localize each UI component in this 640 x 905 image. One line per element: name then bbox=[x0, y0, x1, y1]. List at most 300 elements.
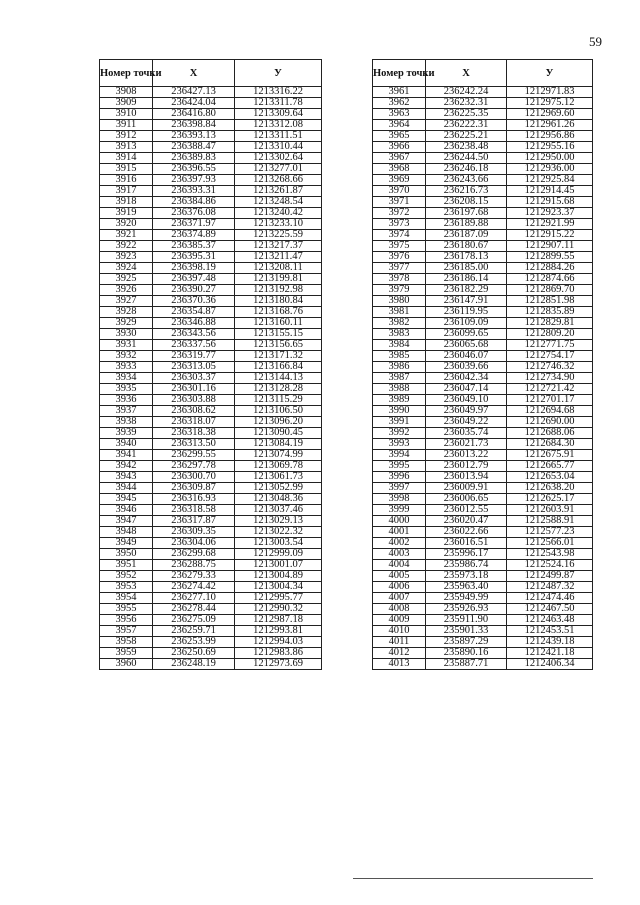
cell-y: 1213248.54 bbox=[235, 197, 322, 208]
cell-x: 236035.74 bbox=[426, 428, 507, 439]
table-row bbox=[100, 494, 322, 505]
cell-x: 236299.55 bbox=[153, 450, 235, 461]
cell-y: 1212907.11 bbox=[507, 241, 593, 252]
cell-point-number: 3914 bbox=[100, 153, 153, 164]
cell-x: 236396.55 bbox=[153, 164, 235, 175]
table-row bbox=[373, 637, 593, 648]
table-row bbox=[373, 230, 593, 241]
cell-point-number: 3927 bbox=[100, 296, 153, 307]
cell-y: 1212990.32 bbox=[235, 604, 322, 615]
cell-y: 1212884.26 bbox=[507, 263, 593, 274]
cell-point-number: 3938 bbox=[100, 417, 153, 428]
table-row bbox=[100, 505, 322, 516]
table-row bbox=[100, 461, 322, 472]
cell-x: 236318.07 bbox=[153, 417, 235, 428]
table-row bbox=[373, 263, 593, 274]
table-row bbox=[100, 472, 322, 483]
cell-point-number: 3946 bbox=[100, 505, 153, 516]
cell-point-number: 4009 bbox=[373, 615, 426, 626]
cell-x: 236300.70 bbox=[153, 472, 235, 483]
table-row bbox=[100, 208, 322, 219]
cell-point-number: 3988 bbox=[373, 384, 426, 395]
cell-point-number: 3977 bbox=[373, 263, 426, 274]
cell-y: 1212999.09 bbox=[235, 549, 322, 560]
cell-point-number: 3997 bbox=[373, 483, 426, 494]
cell-y: 1213004.34 bbox=[235, 582, 322, 593]
cell-point-number: 3924 bbox=[100, 263, 153, 274]
cell-x: 236020.47 bbox=[426, 516, 507, 527]
cell-y: 1212925.84 bbox=[507, 175, 593, 186]
cell-y: 1212701.17 bbox=[507, 395, 593, 406]
cell-point-number: 4011 bbox=[373, 637, 426, 648]
cell-point-number: 4005 bbox=[373, 571, 426, 582]
cell-x: 236253.99 bbox=[153, 637, 235, 648]
cell-x: 236309.35 bbox=[153, 527, 235, 538]
table-row bbox=[100, 604, 322, 615]
cell-y: 1212950.00 bbox=[507, 153, 593, 164]
cell-x: 236395.31 bbox=[153, 252, 235, 263]
cell-point-number: 3990 bbox=[373, 406, 426, 417]
table-row bbox=[100, 516, 322, 527]
cell-y: 1213052.99 bbox=[235, 483, 322, 494]
cell-x: 236049.10 bbox=[426, 395, 507, 406]
table-row bbox=[373, 142, 593, 153]
cell-point-number: 3942 bbox=[100, 461, 153, 472]
cell-x: 236246.18 bbox=[426, 164, 507, 175]
cell-x: 236099.65 bbox=[426, 329, 507, 340]
cell-point-number: 3991 bbox=[373, 417, 426, 428]
cell-point-number: 3945 bbox=[100, 494, 153, 505]
cell-x: 236275.09 bbox=[153, 615, 235, 626]
cell-y: 1213309.64 bbox=[235, 109, 322, 120]
cell-y: 1213074.99 bbox=[235, 450, 322, 461]
cell-x: 236248.19 bbox=[153, 659, 235, 670]
cell-y: 1212675.91 bbox=[507, 450, 593, 461]
cell-y: 1213048.36 bbox=[235, 494, 322, 505]
table-row bbox=[373, 384, 593, 395]
cell-point-number: 3928 bbox=[100, 307, 153, 318]
cell-y: 1213240.42 bbox=[235, 208, 322, 219]
table-row bbox=[373, 109, 593, 120]
cell-y: 1212809.20 bbox=[507, 329, 593, 340]
cell-y: 1213029.13 bbox=[235, 516, 322, 527]
cell-point-number: 3985 bbox=[373, 351, 426, 362]
cell-x: 236376.08 bbox=[153, 208, 235, 219]
cell-y: 1213160.11 bbox=[235, 318, 322, 329]
table-row bbox=[373, 593, 593, 604]
cell-y: 1213037.46 bbox=[235, 505, 322, 516]
cell-y: 1212577.23 bbox=[507, 527, 593, 538]
cell-point-number: 3913 bbox=[100, 142, 153, 153]
cell-point-number: 3949 bbox=[100, 538, 153, 549]
table-row bbox=[373, 208, 593, 219]
cell-y: 1213277.01 bbox=[235, 164, 322, 175]
table-row bbox=[373, 483, 593, 494]
cell-y: 1213311.51 bbox=[235, 131, 322, 142]
cell-x: 235911.90 bbox=[426, 615, 507, 626]
cell-point-number: 3961 bbox=[373, 87, 426, 98]
table-row bbox=[100, 186, 322, 197]
cell-y: 1212566.01 bbox=[507, 538, 593, 549]
cell-point-number: 3994 bbox=[373, 450, 426, 461]
cell-x: 236390.27 bbox=[153, 285, 235, 296]
cell-y: 1213268.66 bbox=[235, 175, 322, 186]
cell-x: 236297.78 bbox=[153, 461, 235, 472]
cell-y: 1213199.81 bbox=[235, 274, 322, 285]
cell-x: 236385.37 bbox=[153, 241, 235, 252]
table-row bbox=[373, 296, 593, 307]
cell-point-number: 3974 bbox=[373, 230, 426, 241]
cell-x: 236393.13 bbox=[153, 131, 235, 142]
cell-point-number: 3962 bbox=[373, 98, 426, 109]
coordinates-table-right bbox=[372, 59, 593, 670]
table-row bbox=[100, 549, 322, 560]
cell-y: 1213168.76 bbox=[235, 307, 322, 318]
cell-y: 1212694.68 bbox=[507, 406, 593, 417]
cell-x: 235897.29 bbox=[426, 637, 507, 648]
table-row bbox=[100, 439, 322, 450]
cell-y: 1212975.12 bbox=[507, 98, 593, 109]
header-point-number: Номер точки bbox=[100, 60, 153, 87]
table-row bbox=[373, 527, 593, 538]
table-row bbox=[100, 241, 322, 252]
cell-point-number: 3964 bbox=[373, 120, 426, 131]
cell-point-number: 3978 bbox=[373, 274, 426, 285]
table-row bbox=[100, 615, 322, 626]
cell-x: 236318.58 bbox=[153, 505, 235, 516]
cell-x: 236346.88 bbox=[153, 318, 235, 329]
cell-point-number: 3926 bbox=[100, 285, 153, 296]
cell-point-number: 3976 bbox=[373, 252, 426, 263]
table-row bbox=[100, 637, 322, 648]
cell-y: 1212994.03 bbox=[235, 637, 322, 648]
cell-point-number: 3968 bbox=[373, 164, 426, 175]
cell-point-number: 4012 bbox=[373, 648, 426, 659]
table-row bbox=[100, 406, 322, 417]
cell-x: 236299.68 bbox=[153, 549, 235, 560]
cell-y: 1212851.98 bbox=[507, 296, 593, 307]
cell-point-number: 3923 bbox=[100, 252, 153, 263]
cell-y: 1213156.65 bbox=[235, 340, 322, 351]
cell-x: 236416.80 bbox=[153, 109, 235, 120]
cell-x: 236354.87 bbox=[153, 307, 235, 318]
table-row bbox=[373, 439, 593, 450]
cell-y: 1213003.54 bbox=[235, 538, 322, 549]
table-row bbox=[373, 505, 593, 516]
cell-y: 1213225.59 bbox=[235, 230, 322, 241]
cell-point-number: 3917 bbox=[100, 186, 153, 197]
cell-x: 236185.00 bbox=[426, 263, 507, 274]
cell-x: 236049.97 bbox=[426, 406, 507, 417]
table-row bbox=[100, 98, 322, 109]
cell-point-number: 3916 bbox=[100, 175, 153, 186]
cell-x: 236222.31 bbox=[426, 120, 507, 131]
cell-point-number: 3947 bbox=[100, 516, 153, 527]
table-row bbox=[373, 659, 593, 670]
cell-y: 1213069.78 bbox=[235, 461, 322, 472]
cell-y: 1212453.51 bbox=[507, 626, 593, 637]
table-row bbox=[100, 274, 322, 285]
cell-y: 1212987.18 bbox=[235, 615, 322, 626]
cell-y: 1212439.18 bbox=[507, 637, 593, 648]
cell-y: 1213316.22 bbox=[235, 87, 322, 98]
cell-point-number: 4002 bbox=[373, 538, 426, 549]
cell-x: 236006.65 bbox=[426, 494, 507, 505]
cell-point-number: 3966 bbox=[373, 142, 426, 153]
cell-point-number: 4013 bbox=[373, 659, 426, 670]
cell-x: 235887.71 bbox=[426, 659, 507, 670]
cell-y: 1212721.42 bbox=[507, 384, 593, 395]
cell-y: 1212603.91 bbox=[507, 505, 593, 516]
cell-y: 1212914.45 bbox=[507, 186, 593, 197]
table-row bbox=[100, 384, 322, 395]
cell-y: 1213004.89 bbox=[235, 571, 322, 582]
cell-point-number: 3930 bbox=[100, 329, 153, 340]
table-row bbox=[100, 483, 322, 494]
table-row bbox=[100, 362, 322, 373]
cell-point-number: 3932 bbox=[100, 351, 153, 362]
cell-point-number: 4010 bbox=[373, 626, 426, 637]
table-row bbox=[373, 582, 593, 593]
cell-x: 236316.93 bbox=[153, 494, 235, 505]
cell-y: 1212638.20 bbox=[507, 483, 593, 494]
cell-y: 1212995.77 bbox=[235, 593, 322, 604]
cell-y: 1212983.86 bbox=[235, 648, 322, 659]
cell-point-number: 3971 bbox=[373, 197, 426, 208]
cell-y: 1212543.98 bbox=[507, 549, 593, 560]
cell-point-number: 3970 bbox=[373, 186, 426, 197]
cell-x: 236047.14 bbox=[426, 384, 507, 395]
cell-y: 1213084.19 bbox=[235, 439, 322, 450]
table-row bbox=[373, 571, 593, 582]
cell-point-number: 3943 bbox=[100, 472, 153, 483]
cell-point-number: 3936 bbox=[100, 395, 153, 406]
cell-y: 1212463.48 bbox=[507, 615, 593, 626]
table-row bbox=[373, 197, 593, 208]
cell-point-number: 3952 bbox=[100, 571, 153, 582]
table-row bbox=[373, 373, 593, 384]
cell-x: 236065.68 bbox=[426, 340, 507, 351]
table-body-left bbox=[100, 87, 322, 670]
cell-point-number: 3980 bbox=[373, 296, 426, 307]
table-row bbox=[373, 428, 593, 439]
cell-x: 236208.15 bbox=[426, 197, 507, 208]
table-row bbox=[373, 494, 593, 505]
cell-y: 1213166.84 bbox=[235, 362, 322, 373]
table-row bbox=[100, 120, 322, 131]
cell-point-number: 3953 bbox=[100, 582, 153, 593]
cell-x: 236238.48 bbox=[426, 142, 507, 153]
cell-point-number: 3969 bbox=[373, 175, 426, 186]
cell-y: 1212688.06 bbox=[507, 428, 593, 439]
table-row bbox=[373, 131, 593, 142]
table-row bbox=[100, 109, 322, 120]
cell-x: 235963.40 bbox=[426, 582, 507, 593]
cell-point-number: 3993 bbox=[373, 439, 426, 450]
cell-x: 236244.50 bbox=[426, 153, 507, 164]
cell-x: 236187.09 bbox=[426, 230, 507, 241]
cell-point-number: 3963 bbox=[373, 109, 426, 120]
cell-point-number: 3915 bbox=[100, 164, 153, 175]
table-row bbox=[100, 648, 322, 659]
cell-y: 1213217.37 bbox=[235, 241, 322, 252]
cell-point-number: 3999 bbox=[373, 505, 426, 516]
table-row bbox=[373, 648, 593, 659]
cell-point-number: 3918 bbox=[100, 197, 153, 208]
table-row bbox=[373, 472, 593, 483]
table-row bbox=[373, 395, 593, 406]
cell-y: 1213180.84 bbox=[235, 296, 322, 307]
table-row bbox=[100, 329, 322, 340]
cell-x: 236384.86 bbox=[153, 197, 235, 208]
cell-y: 1212746.32 bbox=[507, 362, 593, 373]
table-row bbox=[100, 296, 322, 307]
cell-x: 235949.99 bbox=[426, 593, 507, 604]
cell-x: 236012.79 bbox=[426, 461, 507, 472]
table-row bbox=[100, 131, 322, 142]
cell-point-number: 3937 bbox=[100, 406, 153, 417]
cell-point-number: 3951 bbox=[100, 560, 153, 571]
cell-point-number: 3933 bbox=[100, 362, 153, 373]
cell-point-number: 3998 bbox=[373, 494, 426, 505]
table-row bbox=[100, 307, 322, 318]
cell-point-number: 3925 bbox=[100, 274, 153, 285]
table-row bbox=[373, 164, 593, 175]
cell-point-number: 3982 bbox=[373, 318, 426, 329]
cell-point-number: 3910 bbox=[100, 109, 153, 120]
cell-y: 1212499.87 bbox=[507, 571, 593, 582]
table-row bbox=[373, 186, 593, 197]
cell-y: 1212653.04 bbox=[507, 472, 593, 483]
cell-y: 1212921.99 bbox=[507, 219, 593, 230]
cell-y: 1212690.00 bbox=[507, 417, 593, 428]
cell-point-number: 4003 bbox=[373, 549, 426, 560]
cell-point-number: 4004 bbox=[373, 560, 426, 571]
cell-y: 1212971.83 bbox=[507, 87, 593, 98]
table-row bbox=[373, 285, 593, 296]
cell-point-number: 3958 bbox=[100, 637, 153, 648]
table-row bbox=[373, 406, 593, 417]
cell-x: 236189.88 bbox=[426, 219, 507, 230]
header-point-number: Номер точки bbox=[373, 60, 426, 87]
table-row bbox=[100, 582, 322, 593]
cell-x: 236021.73 bbox=[426, 439, 507, 450]
table-row bbox=[100, 395, 322, 406]
table-row bbox=[373, 615, 593, 626]
table-row bbox=[100, 87, 322, 98]
table-row bbox=[373, 560, 593, 571]
table-row bbox=[373, 318, 593, 329]
cell-x: 236016.51 bbox=[426, 538, 507, 549]
table-header-row bbox=[373, 60, 593, 87]
cell-x: 236319.77 bbox=[153, 351, 235, 362]
cell-y: 1212874.66 bbox=[507, 274, 593, 285]
table-row bbox=[373, 549, 593, 560]
cell-y: 1212684.30 bbox=[507, 439, 593, 450]
cell-y: 1212771.75 bbox=[507, 340, 593, 351]
cell-x: 236398.84 bbox=[153, 120, 235, 131]
table-header-row bbox=[100, 60, 322, 87]
cell-y: 1213115.29 bbox=[235, 395, 322, 406]
cell-y: 1212956.86 bbox=[507, 131, 593, 142]
cell-point-number: 3979 bbox=[373, 285, 426, 296]
cell-x: 236049.22 bbox=[426, 417, 507, 428]
cell-x: 236343.56 bbox=[153, 329, 235, 340]
cell-point-number: 3973 bbox=[373, 219, 426, 230]
cell-point-number: 3919 bbox=[100, 208, 153, 219]
header-x: X bbox=[426, 60, 507, 87]
table-row bbox=[100, 571, 322, 582]
cell-y: 1213310.44 bbox=[235, 142, 322, 153]
cell-point-number: 3935 bbox=[100, 384, 153, 395]
table-row bbox=[373, 329, 593, 340]
table-row bbox=[100, 527, 322, 538]
cell-x: 236309.87 bbox=[153, 483, 235, 494]
coordinates-table-left bbox=[99, 59, 322, 670]
cell-x: 236288.75 bbox=[153, 560, 235, 571]
cell-point-number: 4006 bbox=[373, 582, 426, 593]
cell-x: 236397.93 bbox=[153, 175, 235, 186]
cell-x: 236374.89 bbox=[153, 230, 235, 241]
cell-x: 236225.35 bbox=[426, 109, 507, 120]
cell-y: 1212406.34 bbox=[507, 659, 593, 670]
cell-y: 1212915.22 bbox=[507, 230, 593, 241]
cell-y: 1213128.28 bbox=[235, 384, 322, 395]
cell-point-number: 3912 bbox=[100, 131, 153, 142]
table-row bbox=[100, 318, 322, 329]
cell-x: 236147.91 bbox=[426, 296, 507, 307]
header-y: У bbox=[507, 60, 593, 87]
cell-x: 236317.87 bbox=[153, 516, 235, 527]
cell-point-number: 3975 bbox=[373, 241, 426, 252]
cell-x: 236274.42 bbox=[153, 582, 235, 593]
cell-x: 236022.66 bbox=[426, 527, 507, 538]
cell-y: 1212969.60 bbox=[507, 109, 593, 120]
cell-x: 236013.22 bbox=[426, 450, 507, 461]
cell-x: 236278.44 bbox=[153, 604, 235, 615]
cell-x: 236318.38 bbox=[153, 428, 235, 439]
table-row bbox=[373, 516, 593, 527]
cell-point-number: 3941 bbox=[100, 450, 153, 461]
table-row bbox=[373, 604, 593, 615]
cell-y: 1212734.90 bbox=[507, 373, 593, 384]
table-row bbox=[100, 285, 322, 296]
cell-x: 236109.09 bbox=[426, 318, 507, 329]
cell-y: 1212899.55 bbox=[507, 252, 593, 263]
table-body-right bbox=[373, 87, 593, 670]
cell-y: 1212869.70 bbox=[507, 285, 593, 296]
cell-x: 236389.83 bbox=[153, 153, 235, 164]
cell-y: 1212474.46 bbox=[507, 593, 593, 604]
table-row bbox=[373, 120, 593, 131]
table-row bbox=[373, 153, 593, 164]
cell-point-number: 3921 bbox=[100, 230, 153, 241]
table-row bbox=[100, 142, 322, 153]
cell-point-number: 3944 bbox=[100, 483, 153, 494]
cell-x: 236301.16 bbox=[153, 384, 235, 395]
cell-y: 1213312.08 bbox=[235, 120, 322, 131]
cell-y: 1212421.18 bbox=[507, 648, 593, 659]
cell-x: 236308.62 bbox=[153, 406, 235, 417]
cell-point-number: 3954 bbox=[100, 593, 153, 604]
cell-x: 236304.06 bbox=[153, 538, 235, 549]
cell-x: 235926.93 bbox=[426, 604, 507, 615]
cell-x: 236393.31 bbox=[153, 186, 235, 197]
cell-y: 1212829.81 bbox=[507, 318, 593, 329]
header-y: У bbox=[235, 60, 322, 87]
cell-x: 236216.73 bbox=[426, 186, 507, 197]
cell-y: 1212665.77 bbox=[507, 461, 593, 472]
